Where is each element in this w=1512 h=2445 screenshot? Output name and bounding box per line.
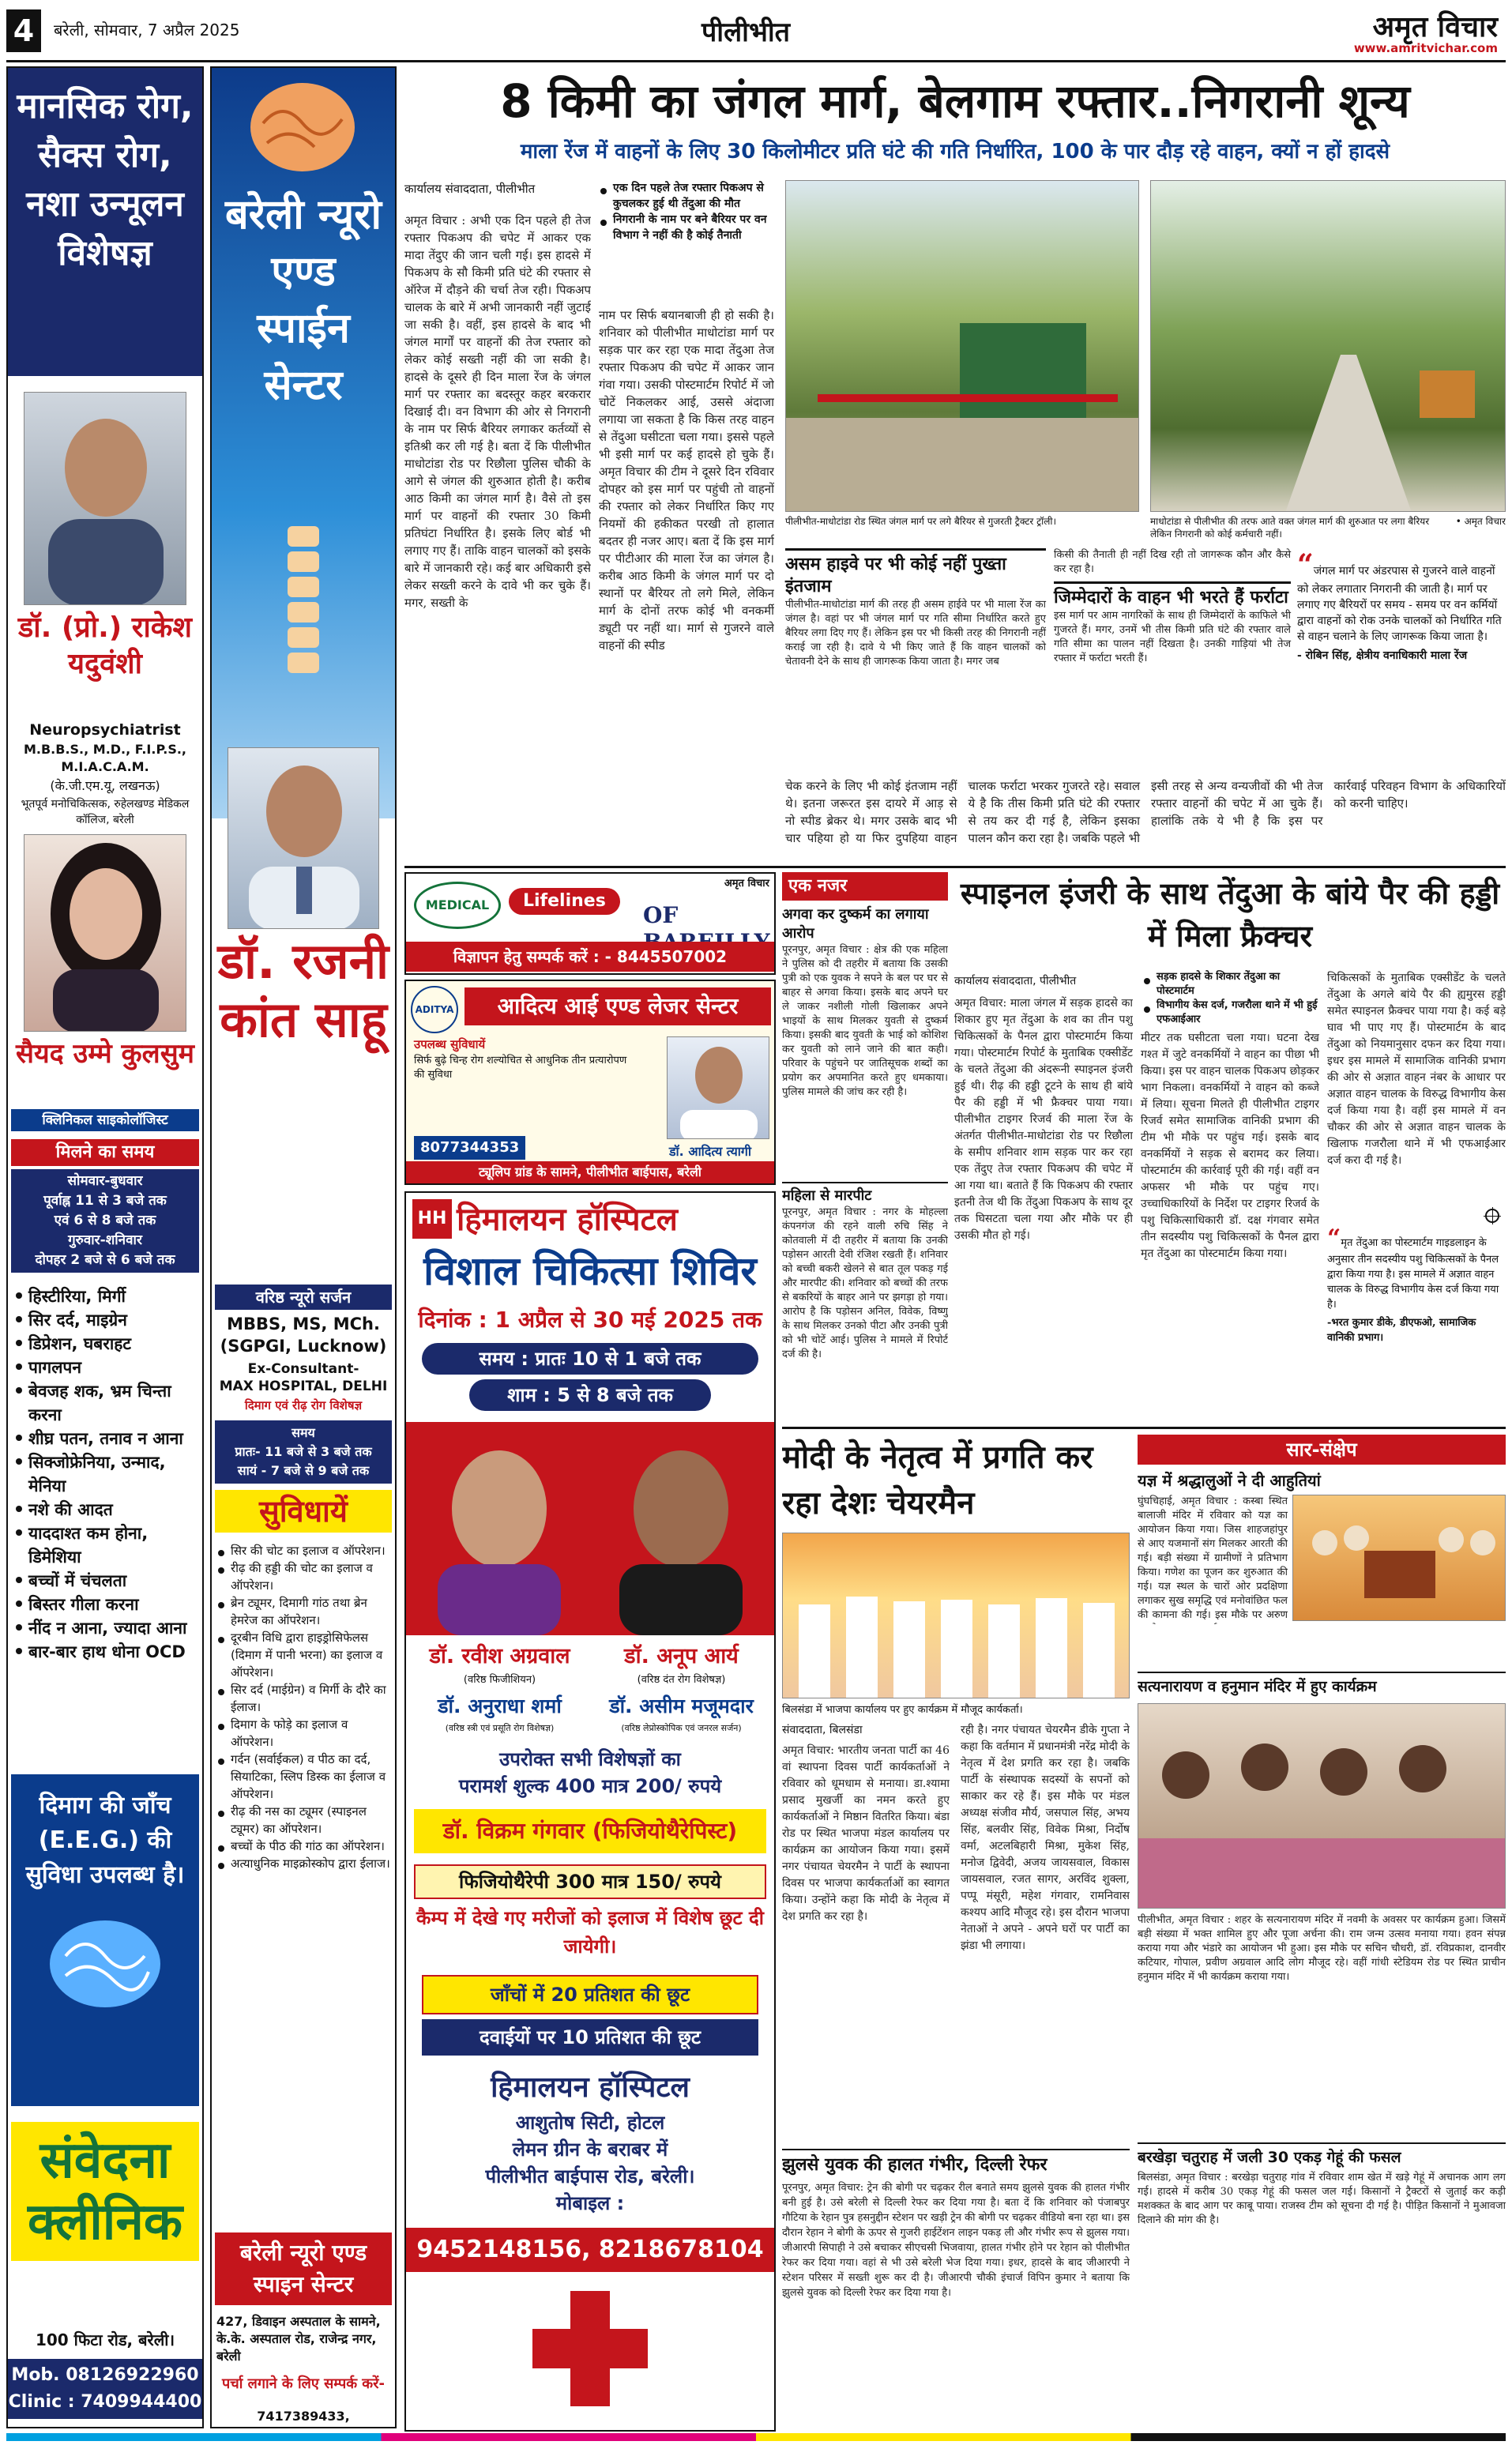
leopard-byline: कार्यालय संवाददाता, पीलीभीत [954, 975, 1077, 987]
doc2-name: डॉ. अनूप आर्य [624, 1644, 739, 1668]
doctor-photo [24, 392, 186, 605]
neuro-timing: समय प्रातः- 11 बजे से 3 बजे तक सायं - 7 बजे से 9 बजे तक [215, 1420, 392, 1484]
cross-icon [525, 2283, 656, 2414]
brain-icon [243, 76, 362, 179]
clinic-name: संवेदना क्लीनिक [11, 2122, 199, 2261]
aditya-phone: 8077344353 [414, 1136, 525, 1160]
clinic-address: 100 फिटा रोड, बरेली। [35, 2330, 175, 2349]
aditya-logo: ADITYA [411, 986, 458, 1033]
leopard-quote: “मृत तेंदुआ का पोस्टमार्टम गाइडलाइन के अनुसार तीन सदस्यीय पशु चिकित्सकों के पैनल द्वारा किया गया है। इस मामले में अज्ञात वाहन चालक के विरुद्ध विभागीय केस दर्ज किया गया है। -भरत कुमार डीके, डीएफओ, सामाजिक वानिकी प्रभाग। [1327, 1224, 1499, 1344]
ek-nazar-b2: पूरनपुर, अमृत विचार : नगर के मोहल्ला कंपनगंज की रहने वाली रुचि सिंह ने कोतवाली में दी तहरीर में बताया कि उनकी पड़ोसन आरती देवी रंजिश रखती हैं। शनिवार को बच्ची बकरी खेलने से बात तूल पकड़ गई और मारपीट की। शनिवार को बच्चों की तरफ से बकरियों के बाहर आने पर झगड़ा हो गया। आरोप है कि पड़ोसन अनिल, विवेक, विष्णु के साथ मिलकर उनको पीटा और उनकी पुत्री को भी चोटें आई। पुलिस ने मामले में रिपोर्ट दर्ज की है। [782, 1206, 948, 1360]
burn-headline: झुलसे युवक की हालत गंभीर, दिल्ली रेफर [782, 2149, 1130, 2177]
masthead [6, 5, 1506, 58]
himalayan-time2: शाम : 5 से 8 बजे तक [469, 1379, 711, 1411]
saar-title: सार-संक्षेप [1138, 1435, 1506, 1465]
doctor-former: भूतपूर्व मनोचिकित्सक, रुहेलखण्ड मेडिकल कॉलिज, बरेली [21, 798, 190, 826]
neuro-booking: पर्चा लगाने के लिए सम्पर्क करें- [222, 2375, 385, 2392]
modi-headline: मोदी के नेतृत्व में प्रगति कर रहा देशः चेयरमैन [782, 1439, 1093, 1522]
himalayan-title: हिमालयन हॉस्पिटल [457, 1202, 678, 1238]
saar-sankshep [1138, 1435, 1506, 2430]
neuro-footer-title: बरेली न्यूरो एण्ड स्पाइन सेन्टर [215, 2232, 392, 2305]
ad-neuro [210, 66, 397, 2428]
ek-nazar-title: एक नजर [782, 872, 948, 901]
brand-url[interactable]: www.amritvichar.com [1353, 41, 1498, 55]
timing-title: मिलने का समय [11, 1139, 199, 1166]
lead-quote: “जंगल मार्ग पर अंडरपास से गुजरने वाले वाहनों को लेकर लगातार निगरानी की जाती है। मार्ग पर लगाए गए बैरियरों पर समय - समय पर वन कर्मियों द्वारा वाहनों को रोक उनके चालकों को निर्धारित गति से वाहन चलाने के लिए जागरूक किया जाता है। - रोबिन सिंह, क्षेत्रीय वनाधिकारी माला रेंज [1297, 548, 1502, 662]
neuro-address: 427, डिवाइन अस्पताल के सामने, के.के. अस्पताल रोड, राजेन्द्र नगर, बरेली [216, 2314, 381, 2364]
modi-caption: बिलसंडा में भाजपा कार्यालय पर हुए कार्यक्रम में मौजूद कार्यकर्ता। [782, 1704, 1023, 1716]
ek-nazar-b1: पूरनपुर, अमृत विचार : क्षेत्र की एक महिला ने पुलिस को दी तहरीर में बताया कि उसकी पुत्री को एक युवक ने सपने के बल पर घर से बाहर से अगवा किया। इसके बाद अपने घर ले जाकर नशीली गोली खिलाकर अपने भाइयों के साथ मिलकर युवती से दुष्कर्म किया। इसकी बाद युवती के भाई को कोशिश कर युवती को लाने जाने की बात कही। परिवार के पहुंचने पर जातिसूचक शब्दों का प्रयोग कर अपमानित करते हुए धमकाया। पुलिस मामले की जांच कर रही है। [782, 944, 948, 1098]
lead-box-2: किसी की तैनाती ही नहीं दिख रही तो जागरूक कौन और कैसे कर रहा है। जिम्मेदारों के वाहन भी भरते हैं फर्राटा इस मार्ग पर आम नागरिकों के साथ ही जिम्मेदारों के काफिले भी गुजरते हैं। मगर, उनमें भी तीस किमी प्रति घंटे की रफ्तार वाले गति सीमा का पालन नहीं दिखता है। उनकी गाड़ियां भी तेज रफ्तार में फर्राटा भरती हैं। [1054, 549, 1291, 664]
lead-box-1 [785, 548, 1046, 769]
leopard-col3: चिकित्सकों के मुताबिक एक्सीडेंट के चलते तेंदुआ के अगले बांये पैर की ह्यमुरस हड्डी समेत स्पाइनल फ्रैक्चर पाया गया है। कई बड़े घाव भी पाए गए हैं। पोस्टमार्टम के बाद तेंदुआ को नियमानुसार दफन कर दिया गया। इधर इस मामले में सामाजिक वानिकी प्रभाग की ओर से अज्ञात वाहन नंबर के आधार पर अज्ञात वाहन चालक के विरुद्ध विभागीय केस दर्ज किया गया है। वहीं इस मामले में वन चौकर की ओर से अज्ञात वाहन चालक के खिलाफ गजरौला थाने में भी एफआईआर दर्ज करा दी गई है। [1327, 972, 1506, 1167]
ad-aditya [404, 980, 776, 1185]
ad-psy-title: मानसिक रोग, सैक्स रोग, नशा उन्मूलन विशेषज्ञ [8, 68, 202, 376]
lead-box-1-body: पीलीभीत-माधोटांडा मार्ग की तरह ही असम हाईवे पर भी माला रेंज का जंगल है। वहां पर भी जंगल मार्ग पर गति सीमा निर्धारित करते हुए बैरियर लगा दिए गए हैं। लेकिन इस पर भी किसी तरह की निगरानी नहीं कराई जा रही है। दावे ये भी किए जाते हैं कि वाहन चालकों को चेतावनी देने के साथ ही जागरूक किया जाता है। मगर जब [785, 599, 1046, 668]
lead-photo-2-caption: माधोटांडा से पीलीभीत की तरफ आते वक्त जंगल मार्ग की शुरुआत पर लगा बैरियर लेकिन निगरानी को कोई कर्मचारी नहीं। [1150, 516, 1430, 540]
neuro-phones: 7417389433, [257, 2409, 350, 2424]
lead-byline: कार्यालय संवाददाता, पीलीभीत [404, 182, 536, 196]
fee-title: उपरोक्त सभी विशेषज्ञों का [499, 1748, 681, 1770]
saar-b1-part: घुंघचिहाई, अमृत विचार : कस्बा स्थित बालाजी मंदिर में रविवार को यज्ञ का आयोजन किया गया। जिस शाहजहांपुर से आए यजमानों संग मिलकर आरती की गई। बड़ी संख्या में ग्रामीणों ने प्रतिभाग किया। गणेश का पूजन कर शुरुआत की गई। यज्ञ स्थल के चारों ओर प्रदक्षिणा लगाकर सुख समृद्धि एवं मनोवांछित फल की कामना की गई। इस मौके पर अरुण [1138, 1495, 1288, 1621]
aditya-doctor-photo [667, 1036, 769, 1139]
neuro-doctor-photo [228, 747, 379, 929]
lead-tail: चेक करने के लिए भी कोई इंतजाम नहीं थे। इतना जरूरत इस दायरे में आड़ से नो स्पीड ब्रेकर थे। मगर उसके बाद भी चार पहिया हो या फिर दुपहिया वाहन चालक फर्राटा भरकर गुजरते रहे। सवाल ये है कि तीस किमी प्रति घंटे की रफ्तार से तय कर दी गई है, लेकिन इसका पालन कौन करा रहा है। जबकि पहले भी इसी तरह से अन्य वन्यजीवों की भी तेज रफ्तार वाहनों की चपेट में आ चुके हैं। हालांकि तके ये भी है कि इस पर कार्रवाई परिवहन विभाग के अधिकारियों को करनी चाहिए। [785, 779, 1506, 845]
lifelines-name: Lifelines [509, 888, 620, 915]
ek-nazar-h1: अगवा कर दुष्कर्म का लगाया आरोप [782, 906, 929, 942]
himalayan-time: समय : प्रातः 10 से 1 बजे तक [422, 1343, 758, 1375]
color-bar [6, 2433, 1506, 2441]
neuro-title: बरेली न्यूरो एण्ड स्पाईन सेन्टर [212, 68, 395, 510]
facilities-title: सुविधायें [215, 1490, 392, 1533]
modi-photo [782, 1533, 1130, 1698]
saar-b3: बिलसंडा, अमृत विचार : बरखेड़ा चतुराह गांव में रविवार शाम खेत में खड़े गेहूं में अचानक आग लग गई। हादसे में करीब 30 एकड़ गेहूं की फसल जल गई। किसानों ने ट्रैक्टरों से जुताई कर कड़ी मशक्कत के बाद आग पर काबू पाया। राजस्व टीम को सूचना दी गई है। पीड़ित किसानों ने मुआवजा दिलाने की मांग की है। [1138, 2172, 1506, 2226]
saar-photo-2 [1138, 1703, 1506, 1909]
page-number: 4 [6, 9, 41, 52]
lead-photo-2 [1150, 180, 1506, 512]
aditya-doctor: डॉ. आदित्य त्यागी [668, 1144, 752, 1159]
doctor-role: Neuropsychiatrist [29, 721, 181, 739]
lead-col1: अमृत विचार : अभी एक दिन पहले ही तेज रफ्तार पिकअप की चपेट में आकर एक मादा तेंदुए की जान चली गई। इस हादसे में पिकअप के सौ किमी प्रति घंटे की रफ्तार से ऑरेज में दौड़ने की चर्चा तेज रही। पिकअप चालक के बारे में अभी जानकारी नहीं जुटाई जा सकी है। वहीं, इस हादसे के बाद भी जंगल मार्गों पर वाहनों की तेज रफ्तार को लेकर कोई सख्ती नहीं की जा सकी है। हादसे के दूसरे ही दिन माला रेंज के जंगल मार्ग पर रफ्तार का बदस्तूर कहर बरकरार दिखाई दी। वन विभाग की ओर से निगरानी के नाम पर सिर्फ बैरियर लगाकर कर्तव्यों से इतिश्री कर ली गई है। बता दें कि पीलीभीत माधोटांडा रोड पर रिछौला पुलिस चौकी के आगे से जंगल की शुरुआत होती है। करीब आठ किमी का जंगल मार्ग है। वैसे तो इस मार्ग पर वाहनों की रफ्तार 30 किमी प्रतिघंटा निर्धारित है। इसके लिए बोर्ड भी लगाए गए हैं। ताकि वाहन चालकों को इसके बारे में जानकारी रहे। कई बार अधिकारी इसे लेकर सख्ती करने के दावे भी कर चुके हैं। मगर, सख्ती के [404, 213, 591, 610]
facilities-list: सिर की चोट का इलाज व ऑपरेशन। रीढ़ की हड्डी की चोट का इलाज व ऑपरेशन। ब्रेन ट्यूमर, दिमागी गांठ तथा ब्रेन हेमरेज का ऑपरेशन। दूरबीन विधि द्वारा हाइड्रोसिफेलस (दिमाग में पानी भरना) का इलाज व ऑपरेशन। सिर दर्द (माईग्रेन) व मिर्गी के दौरे का ईलाज। दिमाग के फोड़े का इलाज व ऑपरेशन। गर्दन (सर्वाईकल) व पीठ का दर्द, सियाटिका, स्लिप डिस्क का ईलाज व ऑपरेशन। रीढ़ की नस का ट्यूमर (स्पाइनल ट्यूमर) का ऑपरेशन। बच्चों के पीठ की गांठ का ऑपरेशन। अत्याधुनिक माइक्रोस्कोप द्वारा ईलाज। [218, 1542, 390, 1872]
himalayan-camp: विशाल चिकित्सा शिविर [423, 1248, 757, 1294]
doc1-role: (वरिष्ठ फिजीशियन) [463, 1674, 536, 1686]
saar-h2: सत्यनारायण व हनुमान मंदिर में हुए कार्यक्रम [1138, 1672, 1506, 1697]
modi-byline: संवाददाता, बिलसंडा [782, 1724, 863, 1736]
psychologist-photo [24, 834, 186, 1032]
neuro-degrees: MBBS, MS, MCh. (SGPGI, Lucknow) [220, 1315, 387, 1356]
lead-story [404, 70, 1506, 863]
lead-box-2-body: इस मार्ग पर आम नागरिकों के साथ ही जिम्मेदारों के काफिले भी गुजरते हैं। मगर, उनमें भी तीस किमी प्रति घंटे की रफ्तार वाले गति सीमा का पालन नहीं दिखता है। उनकी गाड़ियां भी तेज रफ्तार में फर्राटा भरती हैं। [1054, 610, 1291, 664]
burn-body: पूरनपुर, अमृत विचार: ट्रेन की बोगी पर चढ़कर रील बनाते समय झुलसे युवक की हालत गंभीर बनी हुई है। उसे बरेली से दिल्ली रेफर कर दिया गया है। बता दें कि शनिवार को पंजाबपुर गौटिया के रेहान पुत्र हसनुद्दीन स्टेशन पर खड़ी ट्रेन की बोगी पर चढ़कर वीडियो बना रहा था। इस दौरान रेहान ने बोगी के ऊपर से गुजरी हाईटेंशन लाइन पकड़ ली और गंभीर रूप से झुलस गया। जीआरपी सिपाही ने उसे बचाकर सीएचसी भिजवाया, हालत गंभीर होने पर रेहान को पीलीभीत रेफर कर दिया गया। वहां से भी उसे बरेली भेज दिया गया। इधर, हादसे के बाद जीआरपी ने स्टेशन परिसर में सख्ती शुरू कर दी है। जीआरपी चौकी इंचार्ज विपिन कुमार ने बताया कि झुलसे युवक को दिल्ली रेफर कर दिया गया है। [782, 2182, 1130, 2299]
doc3-role: (वरिष्ठ स्त्री एवं प्रसूति रोग विशेषज्ञ) [445, 1723, 555, 1733]
lead-headline: 8 किमी का जंगल मार्ग, बेलगाम रफ्तार..निगरानी शून्य [500, 74, 1410, 128]
neuro-hospital: MAX HOSPITAL, DELHI [219, 1379, 388, 1394]
lead-box-1-head: असम हाइवे पर भी कोई नहीं पुख्ता इंतजाम [785, 555, 1006, 596]
aditya-points: सिर्फ बुढ़े चिन्ह रोग शल्योचित से आधुनिक तीन प्रत्यारोपण की सुविधा [414, 1055, 627, 1081]
lead-subhead: माला रेंज में वाहनों के लिए 30 किलोमीटर प्रति घंटे की गति निर्धारित, 100 के पार दौड़ रहे वाहन, क्यों न हों हादसे [520, 140, 1390, 164]
himalayan-logo: HH [412, 1199, 452, 1239]
saar-h1: यज्ञ में श्रद्धालुओं ने दी आहुतियां [1138, 1471, 1321, 1490]
aditya-sub: उपलब्ध सुविधायें [414, 1037, 486, 1051]
lead-bullets: एक दिन पहले तेज रफ्तार पिकअप से कुचलकर हुई थी तेंदुआ की मौत निगरानी के नाम पर बने बैरियर पर वन विभाग ने नहीं की है कोई तैनाती [600, 180, 774, 243]
lead-box-2-head: जिम्मेदारों के वाहन भी भरते हैं फर्राटा [1054, 581, 1291, 609]
lead-photo-credit: • अमृत विचार [1455, 516, 1506, 527]
ad-himalayan [404, 1191, 776, 2432]
doc4-name: डॉ. असीम मजूमदार [609, 1695, 754, 1717]
section-title: पीलीभीत [701, 17, 791, 48]
lead-col2: नाम पर सिर्फ बयानबाजी ही हो सकी है। शनिवार को पीलीभीत माधोटांडा मार्ग पर सड़क पार कर रहा एक मादा तेंदुआ तेज रफ्तार पिकअप की चपेट में आकर जान गंवा गया। उसकी पोस्टमार्टम रिपोर्ट में जो चोटें निकलकर आई, उससे अंदाजा लगाया जा सकता है कि किस तरह वाहन से तेंदुआ घसीटता चला गया। इससे पहले भी इसी मार्ग पर कई हादसे हो चुके हैं। अमृत विचार की टीम ने दूसरे दिन रविवार दोपहर को इस मार्ग पर पहुंची तो वाहनों की रफ्तार को लेकर निर्धारित किए गए नियमों की हकीकत परखी तो हालात बदतर ही नजर आए। बता दें कि इस मार्ग पर पीटीआर की माला रेंज का जंगल है। करीब आठ किमी के जंगल मार्ग पर दो स्थानों पर बैरियर तो लगे मिले, लेकिन मार्ग के दोनों तरफ कोई भी वनकर्मी ड्यूटी पर नहीं था। मार्ग से गुजरने वाले वाहनों की स्पीड [599, 308, 774, 653]
dateline: बरेली, सोमवार, 7 अप्रैल 2025 [54, 21, 240, 39]
brand-logo: अमृत विचार [1372, 10, 1498, 43]
fee-line: परामर्श शुल्क 400 मात्र 200/ रुपये [458, 1775, 722, 1797]
eeg-box: दिमाग की जाँच (E.E.G.) की सुविधा उपलब्ध है। [11, 1774, 199, 2106]
himalayan-mobile: 9452148156, 8218678104 [406, 2228, 774, 2272]
himalayan-addr: आशुतोष सिटी, होटल लेमन ग्रीन के बराबर में पीलीभीत बाईपास रोड, बरेली। मोबाइल : [485, 2112, 695, 2214]
lifelines-of: OF [643, 902, 679, 928]
modi-col2: रही है। नगर पंचायत चेयरमैन डीके गुप्ता ने कहा कि वर्तमान में प्रधानमंत्री नरेंद्र मोदी के नेतृत्व में देश प्रगति कर रहा है। जबकि पार्टी के संस्थापक सदस्यों के सपनों को साकार कर रहे हैं। इस मौके पर मंडल अध्यक्ष संजीव मौर्य, जसपाल सिंह, अभय सिंह, बलवीर सिंह, विवेक मिश्रा, निर्दोष वर्मा, अटलबिहारी मिश्रा, मुकेश सिंह, मनोज द्विवेदी, अजय जायसवाल, विकास जायसवाल, रजत सागर, अरविंद शुक्ला, पप्पू मंसूरी, महेश गंगवार, रामनिवास कश्यप आदि मौजूद रहे। इस दौरान भाजपा नेताओं ने अपने - अपने घरों पर पार्टी का झंडा भी लगाया। [961, 1724, 1130, 1952]
himalayan-footer-name: हिमालयन हॉस्पिटल [491, 2071, 690, 2104]
modi-story [782, 1435, 1130, 2430]
doctor-college: (के.जी.एम.यू, लखनऊ) [50, 778, 160, 793]
discount-tests: जाँचों में 20 प्रतिशत की छूट [422, 1975, 758, 2014]
lifelines-logo: MEDICAL [414, 882, 501, 929]
physio-fee: फिजियोथैरेपी 300 मात्र 150/ रुपये [414, 1864, 766, 1899]
neuro-spec: दिमाग एवं रीढ़ रोग विशेषज्ञ [244, 1398, 363, 1412]
himalayan-dates: दिनांक : 1 अप्रैल से 30 मई 2025 तक [418, 1307, 762, 1333]
modi-col1: अमृत विचार: भारतीय जनता पार्टी का 46 वां स्थापना दिवस पार्टी कार्यकर्ताओं ने रविवार को धूमधाम से मनाया। डा.श्यामा प्रसाद मुखर्जी का नमन करते हुए कार्यकर्ताओं ने मिष्ठान वितरित किया। बंडा रोड पर स्थित भाजपा मंडल कार्यालय पर कार्यक्रम का आयोजन किया गया। इसमें नगर पंचायत चेयरमैन ने पार्टी के स्थापना दिवस पर भाजपा कार्यकर्ताओं का स्वागत किया। उन्होंने कहा कि मोदी के नेतृत्व में देश प्रगति कर रहा है। [782, 1744, 950, 1923]
brain-icon [42, 1909, 168, 2027]
neuro-role: वरिष्ठ न्यूरो सर्जन [215, 1285, 392, 1310]
ad-lifelines [404, 872, 776, 975]
saar-photo-1 [1292, 1495, 1506, 1621]
psychologist-name: सैयद उम्मे कुलसुम [15, 1038, 195, 1070]
lifelines-tag: अमृत विचार [724, 878, 769, 890]
saar-h3: बरखेड़ा चतुराह में जली 30 एकड़ गेहूं की फसल [1138, 2142, 1506, 2168]
ek-nazar-h2: महिला से मारपीट [782, 1182, 948, 1206]
leopard-bullets: सड़क हादसे के शिकार तेंदुआ का पोस्टमार्टम विभागीय केस दर्ज, गजरौला थाने में भी हुई एफआईआर [1144, 970, 1318, 1027]
psychologist-role: क्लिनिकल साइकोलॉजिस्ट [11, 1109, 199, 1131]
lead-photo-1-caption: पीलीभीत-माधोटांडा रोड स्थित जंगल मार्ग पर लगे बैरियर से गुजरती ट्रैक्टर ट्रॉली। [785, 516, 1057, 527]
lifelines-contact: विज्ञापन हेतु सम्पर्क करें : - 8445507002 [406, 942, 774, 972]
timing-block: सोमवार-बुधवार पूर्वाह्न 11 से 3 बजे तक एवं 6 से 8 बजे तक गुरुवार-शनिवार दोपहर 2 बजे से 6 बजे तक [11, 1169, 199, 1273]
himalayan-doctors-photo [406, 1422, 774, 1635]
leopard-story [954, 872, 1506, 1425]
psy-conditions-list: हिस्टीरिया, मिर्गी सिर दर्द, माइग्रेन डिप्रेशन, घबराहट पागलपन बेवजह शक, भ्रम चिन्ता करना शीघ्र पतन, तनाव न आना सिक्जोफ्रेनिया, उन्माद, मेनिया नशे की आदत याददाश्त कम होना, डिमेशिया बच्चों में चंचलता बिस्तर गीला करना नींद न आना, ज्यादा आना बार-बार हाथ धोना OCD [16, 1285, 197, 1664]
clinic-contact: Mob. 08126922960 Clinic : 7409944400 [8, 2359, 202, 2419]
physio-name: डॉ. विक्रम गंगवार (फिजियोथैरेपिस्ट) [414, 1809, 766, 1853]
leopard-col2: मीटर तक घसीटता चला गया। घटना देख गश्त में जुटे वनकर्मियों ने वाहन का पीछा भी किया। इस पर वाहन चालक पिकअप छोड़कर भाग निकला। वनकर्मियों ने वाहन को कब्जे में लिया। सूचना मिलते ही पीलीभीत टाइगर रिजर्व समेत सामाजिक वानिकी प्रभाग की टीम भी मौके पर पहुंच गई। इसके बाद वनकर्मियों ने सड़क से बरामद कर लिया। पोस्टमार्टम की कार्रवाई पूरी की गई। वहीं वन अफसर भी मौके पर पहुंच गए। उच्चाधिकारियों के निर्देश पर टाइगर रिजर्व के पशु चिकित्साधिकारी डॉ. दक्ष गंगवार समेत तीन सदस्यीय पशु चिकित्सकों के पैनल द्वारा मृत तेंदुआ का पोस्टमार्टम किया गया। [1141, 1032, 1319, 1260]
doctor-name: डॉ. (प्रो.) राकेश यदुवंशी [18, 611, 192, 680]
doc3-name: डॉ. अनुराधा शर्मा [438, 1695, 562, 1717]
aditya-address: ट्यूलिप ग्रांड के सामने, पीलीभीत बाईपास, बरेली [406, 1161, 774, 1183]
ek-nazar [782, 872, 948, 1425]
saar-b2: पीलीभीत, अमृत विचार : शहर के सत्यनारायण मंदिर में नवमी के अवसर पर कार्यक्रम हुआ। जिसमें बड़ी संख्या में भक्त शामिल हुए और पूजा अर्चना की। राम जन्म उत्सव मनाया गया। हवन संपन्न कराया गया और भंडारे का आयोजन भी हुआ। इस मौके पर सचिन चौधरी, डॉ. रविप्रकाश, दानवीर कटियार, गोपाल, प्रवीण अग्रवाल आदि लोग मौजूद रहे। वहीं गांधी स्टेडियम रोड पर स्थित प्राचीन हनुमान मंदिर में भी कार्यक्रम कराया गया। [1138, 1914, 1506, 1983]
ad-psychiatry [6, 66, 204, 2428]
discount-medicine: दवाईयों पर 10 प्रतिशत की छूट [422, 2019, 758, 2056]
doc2-role: (वरिष्ठ दंत रोग विशेषज्ञ) [637, 1674, 726, 1686]
himalayan-offer: कैम्प में देखे गए मरीजों को इलाज में विशेष छूट दी जायेगी। [416, 1907, 764, 1958]
doc4-role: (वरिष्ठ लेप्रोस्कोपिक एवं जनरल सर्जन) [621, 1723, 742, 1733]
doctor-degrees: M.B.B.S., M.D., F.I.P.S., M.I.A.C.A.M. [23, 742, 187, 774]
neuro-doctor-name: डॉ. रजनी कांत साहू [217, 932, 389, 1048]
aditya-title: आदित्य आई एण्ड लेजर सेन्टर [465, 987, 771, 1025]
leopard-col1: अमृत विचार: माला जंगल में सड़क हादसे का शिकार हुए मृत तेंदुआ के शव का तीन पशु चिकित्सकों के पैनल द्वारा पोस्टमार्टम किया गया। पोस्टमार्टम रिपोर्ट के मुताबिक एक्सीडेंट के चलते तेंदुआ की अंदरूनी स्पाइनल इंजरी हुई थी। रीढ़ की हड्डी टूटने के साथ ही बांये पैर की हड्डी में भी फ्रैक्चर पाया गया। पीलीभीत टाइगर रिजर्व की माला रेंज के अंतर्गत पीलीभीत-माधोटांडा रोड पर रिछौला के समीप शनिवार शाम सड़क पार कर रहा एक तेंदुए तेज रफ्तार पिकअप की चपेट में आ गया था। बताते हैं कि पिकअप की रफ्तार इतनी तेज थी कि तेंदुआ पिकअप के साथ दूर तक घिसटता चला गया और मौके पर ही उसकी मौत हो गई। [954, 997, 1133, 1242]
leopard-headline: स्पाइनल इंजरी के साथ तेंदुआ के बांये पैर की हड्डी में मिला फ्रैक्चर [960, 876, 1500, 954]
neuro-ex: Ex-Consultant- [247, 1361, 359, 1377]
lead-photo-1 [785, 180, 1139, 512]
doc1-name: डॉ. रवीश अग्रवाल [429, 1644, 570, 1668]
